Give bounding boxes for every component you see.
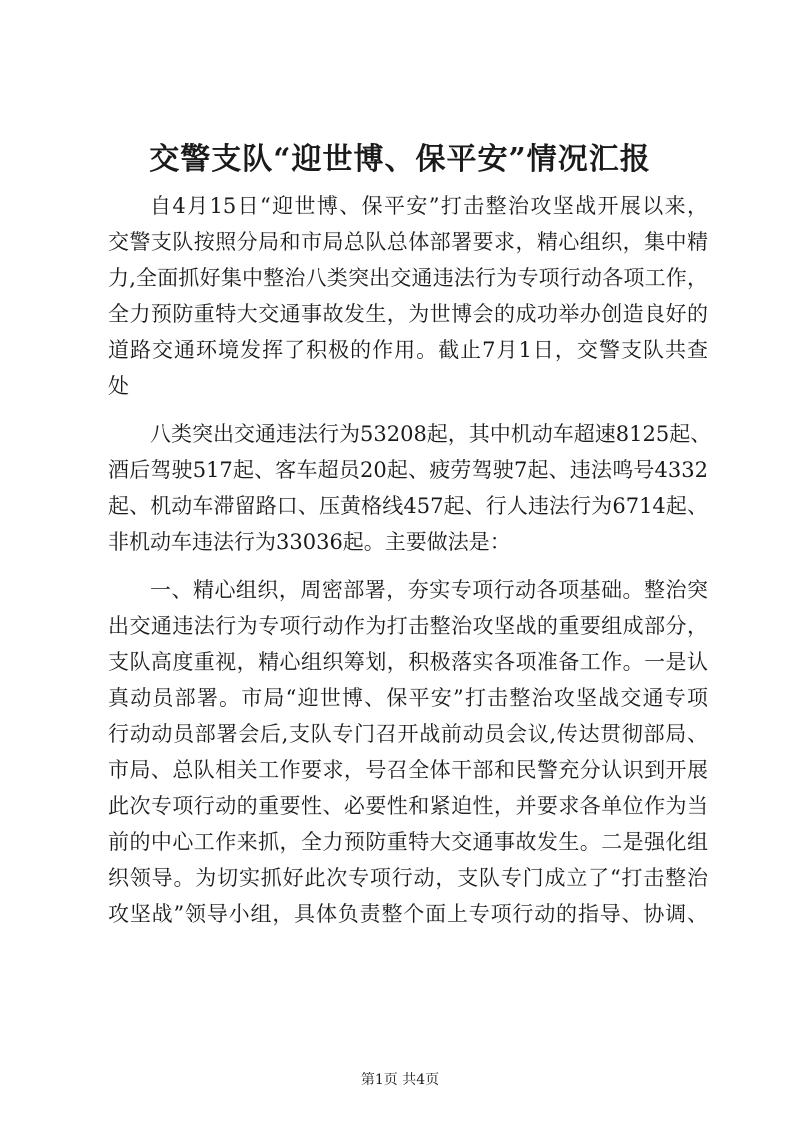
- document-body: [108, 188, 712, 944]
- paragraph-line: 力,全面抓好集中整治八类突出交通违法行为专项行动各项工作，: [108, 266, 708, 290]
- paragraph-line: 织领导。为切实抓好此次专项行动，支队专门成立了“打击整治: [108, 866, 708, 890]
- document-title: 交警支队“迎世博、保平安”情况汇报: [149, 142, 651, 177]
- paragraph-line: 真动员部署。市局“迎世博、保平安”打击整治攻坚战交通专项: [108, 686, 708, 710]
- paragraph-line: 酒后驾驶517起、客车超员20起、疲劳驾驶7起、违法鸣号4332: [108, 458, 708, 482]
- paragraph-line: 道路交通环境发挥了积极的作用。截止7月1日，交警支队共查: [108, 338, 708, 362]
- paragraph-line: 市局、总队相关工作要求，号召全体干部和民警充分认识到开展: [108, 758, 708, 782]
- paragraph-line: 起、机动车滞留路口、压黄格线457起、行人违法行为6714起、: [108, 494, 708, 518]
- paragraph-3: [108, 572, 708, 932]
- paragraph-line: 全力预防重特大交通事故发生，为世博会的成功举办创造良好的: [108, 302, 708, 326]
- paragraph-line: 前的中心工作来抓，全力预防重特大交通事故发生。二是强化组: [108, 830, 708, 854]
- paragraph-2: [108, 416, 712, 560]
- paragraph-line: 八类突出交通违法行为53208起，其中机动车超速8125起、: [150, 422, 712, 446]
- paragraph-line: 出交通违法行为专项行动作为打击整治攻坚战的重要组成部分，: [108, 614, 708, 638]
- paragraph-line: 非机动车违法行为33036起。主要做法是：: [108, 530, 511, 554]
- paragraph-line: 处: [108, 374, 129, 398]
- paragraph-line: 支队高度重视，精心组织筹划，积极落实各项准备工作。一是认: [108, 650, 708, 674]
- paragraph-line: 此次专项行动的重要性、必要性和紧迫性，并要求各单位作为当: [108, 794, 708, 818]
- paragraph-line: 一、精心组织，周密部署，夯实专项行动各项基础。整治突: [150, 578, 708, 602]
- paragraph-line: 攻坚战”领导小组，具体负责整个面上专项行动的指导、协调、: [108, 902, 708, 926]
- page-footer: 第1页 共4页: [360, 1072, 440, 1088]
- paragraph-1: [108, 188, 708, 404]
- paragraph-line: 交警支队按照分局和市局总队总体部署要求，精心组织，集中精: [108, 230, 708, 254]
- paragraph-line: 行动动员部署会后,支队专门召开战前动员会议,传达贯彻部局、: [108, 722, 708, 746]
- paragraph-line: 自4月15日“迎世博、保平安”打击整治攻坚战开展以来，: [150, 194, 708, 218]
